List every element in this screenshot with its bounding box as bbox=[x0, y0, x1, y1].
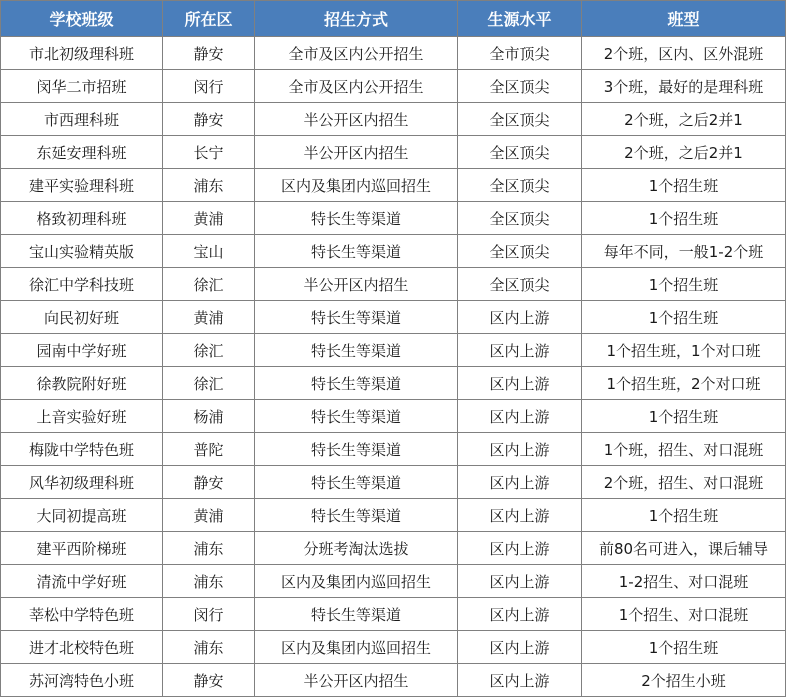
cell-class-type: 2个班，之后2并1 bbox=[582, 103, 786, 136]
table-row bbox=[1, 598, 786, 631]
cell-student-level: 全区顶尖 bbox=[458, 136, 582, 169]
table-row bbox=[1, 433, 786, 466]
table-row bbox=[1, 565, 786, 598]
cell-class-type: 每年不同，一般1-2个班 bbox=[582, 235, 786, 268]
cell-district: 浦东 bbox=[163, 169, 255, 202]
cell-district: 徐汇 bbox=[163, 268, 255, 301]
cell-student-level: 区内上游 bbox=[458, 433, 582, 466]
cell-district: 普陀 bbox=[163, 433, 255, 466]
cell-school-class: 市北初级理科班 bbox=[1, 37, 163, 70]
table-row bbox=[1, 367, 786, 400]
cell-class-type: 前80名可进入，课后辅导 bbox=[582, 532, 786, 565]
cell-class-type: 1个招生班，2个对口班 bbox=[582, 367, 786, 400]
cell-school-class: 大同初提高班 bbox=[1, 499, 163, 532]
cell-school-class: 清流中学好班 bbox=[1, 565, 163, 598]
table-row bbox=[1, 103, 786, 136]
cell-class-type: 1个班，招生、对口混班 bbox=[582, 433, 786, 466]
cell-student-level: 区内上游 bbox=[458, 532, 582, 565]
cell-student-level: 区内上游 bbox=[458, 466, 582, 499]
cell-enrollment-method: 半公开区内招生 bbox=[255, 268, 458, 301]
cell-school-class: 市西理科班 bbox=[1, 103, 163, 136]
table-body bbox=[1, 37, 786, 697]
cell-district: 闵行 bbox=[163, 70, 255, 103]
cell-school-class: 向民初好班 bbox=[1, 301, 163, 334]
cell-student-level: 区内上游 bbox=[458, 598, 582, 631]
header-row bbox=[1, 1, 786, 37]
cell-enrollment-method: 特长生等渠道 bbox=[255, 400, 458, 433]
cell-enrollment-method: 全市及区内公开招生 bbox=[255, 70, 458, 103]
cell-enrollment-method: 特长生等渠道 bbox=[255, 235, 458, 268]
cell-school-class: 格致初理科班 bbox=[1, 202, 163, 235]
cell-school-class: 闵华二市招班 bbox=[1, 70, 163, 103]
header-class-type: 班型 bbox=[582, 1, 786, 37]
cell-district: 杨浦 bbox=[163, 400, 255, 433]
cell-school-class: 东延安理科班 bbox=[1, 136, 163, 169]
table-row bbox=[1, 268, 786, 301]
cell-district: 徐汇 bbox=[163, 334, 255, 367]
cell-student-level: 区内上游 bbox=[458, 334, 582, 367]
cell-student-level: 区内上游 bbox=[458, 400, 582, 433]
cell-enrollment-method: 特长生等渠道 bbox=[255, 334, 458, 367]
cell-district: 黄浦 bbox=[163, 301, 255, 334]
cell-district: 静安 bbox=[163, 37, 255, 70]
cell-school-class: 园南中学好班 bbox=[1, 334, 163, 367]
cell-school-class: 建平实验理科班 bbox=[1, 169, 163, 202]
header-enrollment-method: 招生方式 bbox=[255, 1, 458, 37]
table-header bbox=[1, 1, 786, 37]
cell-class-type: 1个招生班，1个对口班 bbox=[582, 334, 786, 367]
cell-student-level: 全区顶尖 bbox=[458, 235, 582, 268]
cell-school-class: 上音实验好班 bbox=[1, 400, 163, 433]
cell-school-class: 徐教院附好班 bbox=[1, 367, 163, 400]
cell-school-class: 梅陇中学特色班 bbox=[1, 433, 163, 466]
cell-enrollment-method: 区内及集团内巡回招生 bbox=[255, 565, 458, 598]
cell-enrollment-method: 全市及区内公开招生 bbox=[255, 37, 458, 70]
cell-school-class: 建平西阶梯班 bbox=[1, 532, 163, 565]
cell-enrollment-method: 特长生等渠道 bbox=[255, 367, 458, 400]
cell-student-level: 全市顶尖 bbox=[458, 37, 582, 70]
cell-student-level: 全区顶尖 bbox=[458, 169, 582, 202]
header-student-level: 生源水平 bbox=[458, 1, 582, 37]
cell-student-level: 区内上游 bbox=[458, 301, 582, 334]
cell-enrollment-method: 特长生等渠道 bbox=[255, 301, 458, 334]
cell-class-type: 1个招生班 bbox=[582, 169, 786, 202]
cell-class-type: 2个班，招生、对口混班 bbox=[582, 466, 786, 499]
cell-class-type: 1个招生、对口混班 bbox=[582, 598, 786, 631]
table-row bbox=[1, 631, 786, 664]
cell-school-class: 宝山实验精英版 bbox=[1, 235, 163, 268]
cell-enrollment-method: 分班考淘汰选拔 bbox=[255, 532, 458, 565]
table-row bbox=[1, 499, 786, 532]
table-row bbox=[1, 400, 786, 433]
cell-enrollment-method: 特长生等渠道 bbox=[255, 433, 458, 466]
table-row bbox=[1, 169, 786, 202]
cell-student-level: 全区顶尖 bbox=[458, 70, 582, 103]
cell-class-type: 1个招生班 bbox=[582, 301, 786, 334]
cell-district: 闵行 bbox=[163, 598, 255, 631]
cell-school-class: 莘松中学特色班 bbox=[1, 598, 163, 631]
table-row bbox=[1, 37, 786, 70]
cell-class-type: 1个招生班 bbox=[582, 202, 786, 235]
cell-district: 浦东 bbox=[163, 565, 255, 598]
table-row bbox=[1, 202, 786, 235]
cell-enrollment-method: 特长生等渠道 bbox=[255, 466, 458, 499]
cell-enrollment-method: 特长生等渠道 bbox=[255, 598, 458, 631]
cell-class-type: 1个招生班 bbox=[582, 400, 786, 433]
cell-district: 静安 bbox=[163, 664, 255, 697]
cell-class-type: 1-2招生、对口混班 bbox=[582, 565, 786, 598]
cell-school-class: 进才北校特色班 bbox=[1, 631, 163, 664]
cell-class-type: 2个班，之后2并1 bbox=[582, 136, 786, 169]
table-row bbox=[1, 334, 786, 367]
cell-district: 静安 bbox=[163, 103, 255, 136]
cell-student-level: 区内上游 bbox=[458, 664, 582, 697]
cell-enrollment-method: 半公开区内招生 bbox=[255, 103, 458, 136]
cell-school-class: 风华初级理科班 bbox=[1, 466, 163, 499]
cell-class-type: 1个招生班 bbox=[582, 499, 786, 532]
cell-district: 浦东 bbox=[163, 532, 255, 565]
table-row bbox=[1, 70, 786, 103]
cell-student-level: 全区顶尖 bbox=[458, 268, 582, 301]
cell-district: 黄浦 bbox=[163, 499, 255, 532]
table-row bbox=[1, 466, 786, 499]
cell-student-level: 区内上游 bbox=[458, 367, 582, 400]
table-row bbox=[1, 532, 786, 565]
cell-class-type: 3个班，最好的是理科班 bbox=[582, 70, 786, 103]
cell-district: 浦东 bbox=[163, 631, 255, 664]
cell-class-type: 1个招生班 bbox=[582, 268, 786, 301]
cell-class-type: 1个招生班 bbox=[582, 631, 786, 664]
cell-enrollment-method: 区内及集团内巡回招生 bbox=[255, 169, 458, 202]
cell-enrollment-method: 区内及集团内巡回招生 bbox=[255, 631, 458, 664]
cell-district: 徐汇 bbox=[163, 367, 255, 400]
cell-school-class: 徐汇中学科技班 bbox=[1, 268, 163, 301]
cell-district: 黄浦 bbox=[163, 202, 255, 235]
cell-class-type: 2个招生小班 bbox=[582, 664, 786, 697]
cell-student-level: 区内上游 bbox=[458, 631, 582, 664]
cell-school-class: 苏河湾特色小班 bbox=[1, 664, 163, 697]
table-row bbox=[1, 301, 786, 334]
cell-district: 宝山 bbox=[163, 235, 255, 268]
table-row bbox=[1, 235, 786, 268]
cell-enrollment-method: 特长生等渠道 bbox=[255, 202, 458, 235]
cell-district: 静安 bbox=[163, 466, 255, 499]
table-row bbox=[1, 136, 786, 169]
header-district: 所在区 bbox=[163, 1, 255, 37]
cell-enrollment-method: 半公开区内招生 bbox=[255, 136, 458, 169]
cell-student-level: 全区顶尖 bbox=[458, 103, 582, 136]
cell-student-level: 区内上游 bbox=[458, 565, 582, 598]
cell-enrollment-method: 特长生等渠道 bbox=[255, 499, 458, 532]
header-school-class: 学校班级 bbox=[1, 1, 163, 37]
cell-class-type: 2个班，区内、区外混班 bbox=[582, 37, 786, 70]
table-row bbox=[1, 664, 786, 697]
cell-enrollment-method: 半公开区内招生 bbox=[255, 664, 458, 697]
cell-student-level: 区内上游 bbox=[458, 499, 582, 532]
cell-student-level: 全区顶尖 bbox=[458, 202, 582, 235]
cell-district: 长宁 bbox=[163, 136, 255, 169]
